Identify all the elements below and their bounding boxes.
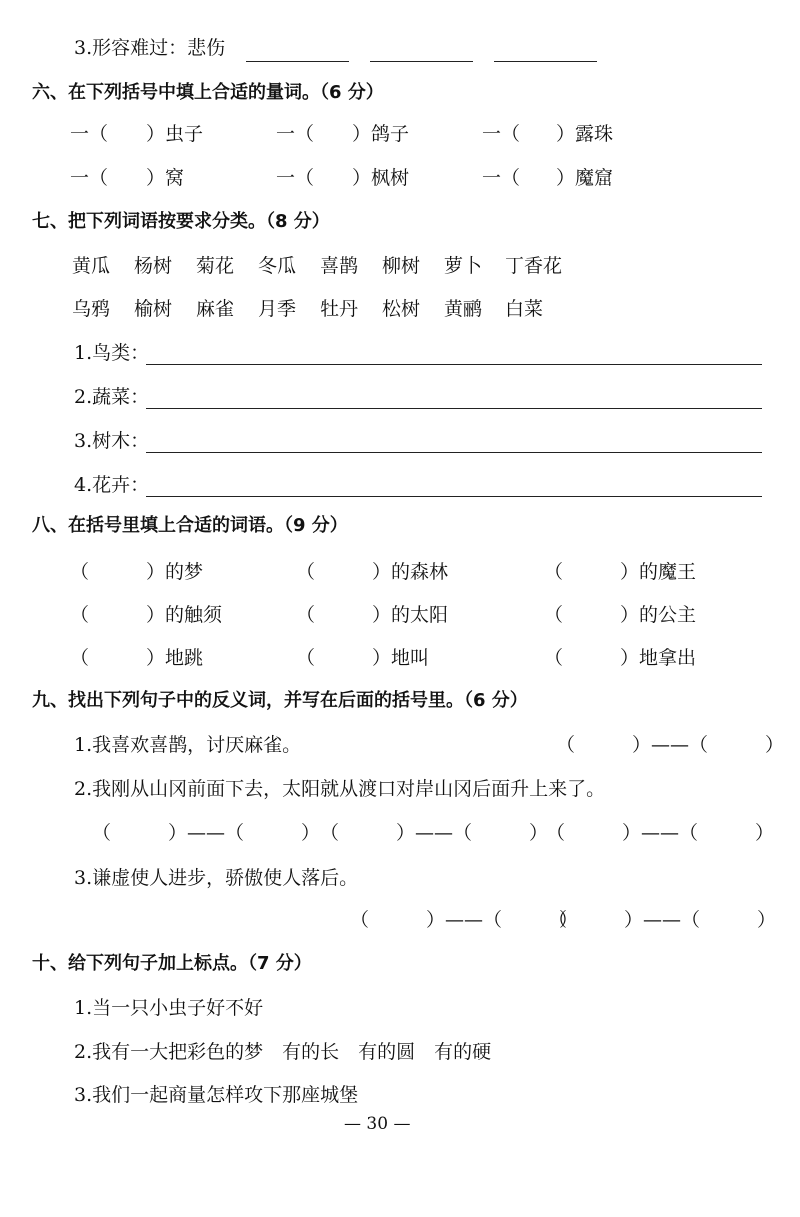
q7-word: 黄瓜 bbox=[72, 255, 111, 277]
q7-word: 白菜 bbox=[505, 298, 544, 320]
q10-sentence-3: 3.我们一起商量怎样攻下那座城堡 bbox=[74, 1084, 359, 1106]
q6-item-prefix: 一（ bbox=[70, 167, 109, 189]
q6-title: 六、在下列括号中填上合适的量词。（6 分） bbox=[32, 82, 384, 103]
q7-word: 榆树 bbox=[134, 298, 173, 320]
q6-item-suffix: ）枫树 bbox=[352, 167, 410, 189]
answer-line[interactable] bbox=[146, 364, 762, 365]
answer-line[interactable] bbox=[146, 496, 762, 497]
answer-blank[interactable] bbox=[246, 61, 349, 62]
q8-open-paren: （ bbox=[70, 604, 90, 626]
answer-blank[interactable] bbox=[370, 61, 473, 62]
q7-word: 松树 bbox=[382, 298, 421, 320]
q9-sentence-1: 1.我喜欢喜鹊，讨厌麻雀。 bbox=[74, 734, 302, 756]
q7-word: 月季 bbox=[258, 298, 297, 320]
q8-open-paren: （ bbox=[544, 647, 564, 669]
q6-item-prefix: 一（ bbox=[276, 167, 315, 189]
q6-item-suffix: ）窝 bbox=[146, 167, 185, 189]
q8-item: ）地叫 bbox=[372, 647, 430, 669]
answer-line[interactable] bbox=[146, 408, 762, 409]
q9-answer-pair[interactable]: （ ）——（ ） bbox=[556, 734, 785, 756]
q10-sentence-2: 2.我有一大把彩色的梦 有的长 有的圆 有的硬 bbox=[74, 1041, 492, 1063]
q8-open-paren: （ bbox=[544, 561, 564, 583]
q8-item: ）地跳 bbox=[146, 647, 204, 669]
q6-item-suffix: ）鸽子 bbox=[352, 123, 410, 145]
q9-answer-pair[interactable]: （ ）——（ ） bbox=[546, 822, 775, 844]
q7-word: 喜鹊 bbox=[320, 255, 359, 277]
q6-item-suffix: ）魔窟 bbox=[556, 167, 614, 189]
q7-word: 黄鹂 bbox=[444, 298, 483, 320]
q8-item: ）的魔王 bbox=[620, 561, 697, 583]
q8-item: ）的太阳 bbox=[372, 604, 449, 626]
answer-line[interactable] bbox=[146, 452, 762, 453]
q9-answer-pair[interactable]: （ ）——（ ） bbox=[548, 909, 777, 931]
q9-answer-pair[interactable]: （ ）——（ ） bbox=[92, 822, 321, 844]
q7-word: 柳树 bbox=[382, 255, 421, 277]
q7-category-label: 2.蔬菜： bbox=[74, 386, 150, 408]
q9-sentence-2: 2.我刚从山冈前面下去，太阳就从渡口对岸山冈后面升上来了。 bbox=[74, 778, 606, 800]
q8-title: 八、在括号里填上合适的词语。（9 分） bbox=[32, 515, 348, 536]
q8-open-paren: （ bbox=[296, 561, 316, 583]
q7-word: 牡丹 bbox=[320, 298, 359, 320]
q10-title: 十、给下列句子加上标点。（7 分） bbox=[32, 953, 312, 974]
q8-item: ）的梦 bbox=[146, 561, 204, 583]
q6-item-prefix: 一（ bbox=[276, 123, 315, 145]
q5-item3-label: 3.形容难过：悲伤 bbox=[74, 37, 226, 59]
q8-open-paren: （ bbox=[296, 647, 316, 669]
q7-word: 麻雀 bbox=[196, 298, 235, 320]
q9-answer-pair[interactable]: （ ）——（ ） bbox=[320, 822, 549, 844]
q8-open-paren: （ bbox=[296, 604, 316, 626]
q6-item-prefix: 一（ bbox=[70, 123, 109, 145]
q7-word: 冬瓜 bbox=[258, 255, 297, 277]
q7-category-label: 1.鸟类： bbox=[74, 342, 150, 364]
q7-word: 杨树 bbox=[134, 255, 173, 277]
q6-item-suffix: ）虫子 bbox=[146, 123, 204, 145]
q8-open-paren: （ bbox=[70, 647, 90, 669]
q8-open-paren: （ bbox=[544, 604, 564, 626]
q8-open-paren: （ bbox=[70, 561, 90, 583]
page-number: — 30 — bbox=[344, 1114, 411, 1134]
q7-category-label: 3.树木： bbox=[74, 430, 150, 452]
q10-sentence-1: 1.当一只小虫子好不好 bbox=[74, 997, 264, 1019]
q7-word: 菊花 bbox=[196, 255, 235, 277]
q8-item: ）的森林 bbox=[372, 561, 449, 583]
q9-title: 九、找出下列句子中的反义词，并写在后面的括号里。（6 分） bbox=[32, 690, 528, 711]
q8-item: ）地拿出 bbox=[620, 647, 697, 669]
answer-blank[interactable] bbox=[494, 61, 597, 62]
q6-item-prefix: 一（ bbox=[482, 123, 521, 145]
q7-word: 乌鸦 bbox=[72, 298, 111, 320]
q8-item: ）的公主 bbox=[620, 604, 697, 626]
q7-word: 丁香花 bbox=[505, 255, 563, 277]
q7-word: 萝卜 bbox=[444, 255, 483, 277]
q8-item: ）的触须 bbox=[146, 604, 223, 626]
q9-sentence-3: 3.谦虚使人进步，骄傲使人落后。 bbox=[74, 867, 359, 889]
q7-title: 七、把下列词语按要求分类。（8 分） bbox=[32, 211, 330, 232]
q9-answer-pair[interactable]: （ ）——（ ） bbox=[350, 909, 579, 931]
q7-category-label: 4.花卉： bbox=[74, 474, 150, 496]
q6-item-suffix: ）露珠 bbox=[556, 123, 614, 145]
q6-item-prefix: 一（ bbox=[482, 167, 521, 189]
